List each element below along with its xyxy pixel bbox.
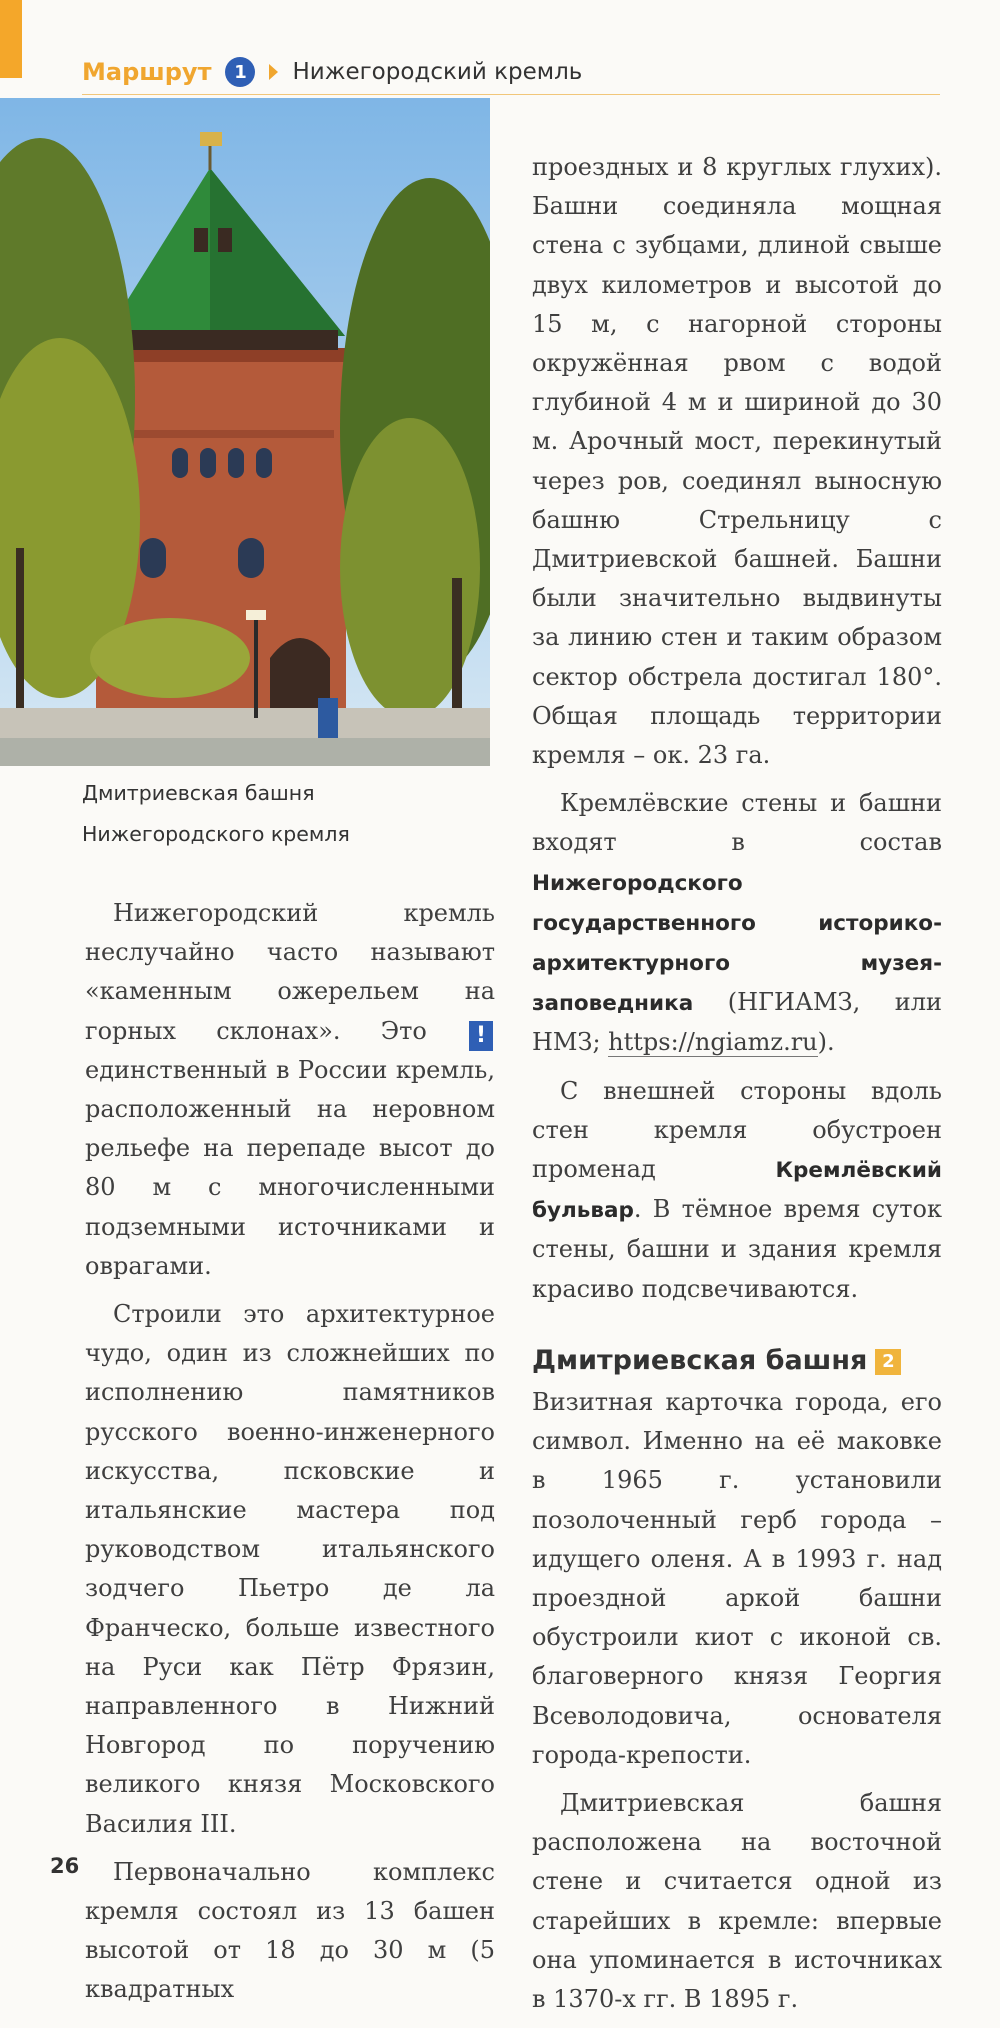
section-title: Дмитриевская башня: [532, 1344, 868, 1376]
right-text-column: [532, 148, 942, 2028]
paragraph-6: [532, 1072, 942, 1309]
header-divider: [82, 94, 940, 95]
paragraph-5: [532, 784, 942, 1062]
paragraph-6-text-a: С внешней стороны вдоль стен кремля обустроен променад: [532, 1076, 942, 1184]
route-label: Маршрут: [82, 58, 212, 86]
kremlin-tower-photo: [0, 98, 490, 766]
route-header: [82, 50, 940, 94]
paragraph-6-text-b: . В тёмное время суток стены, башни и здания кремля красиво подсвечиваются.: [532, 1195, 942, 1303]
paragraph-4: проездных и 8 круглых глухих). Башни соединяла мощная стена с зубцами, длиной свыше двух километров и высотой до 15 м, с нагорной стороны окружённая рвом с водой глубиной 4 м и шириной до 30 м. Арочный мост, перекинутый через ров, соединял выносную башню Стрельницу с Дмитриевской башней. Башни были значительно выдвинуты за линию стен и таким образом сектор обстрела достигал 180°. Общая площадь территории кремля – ок. 23 га.: [532, 153, 942, 770]
page-number: 26: [50, 1854, 80, 1878]
museum-url-link[interactable]: https://ngiamz.ru: [608, 1028, 818, 1057]
paragraph-8: Дмитриевская башня расположена на восточной стене и считается одной из старейших в кремле: впервые она упоминается в источниках в 1370-х гг. В 1895 г.: [532, 1788, 942, 2013]
section-heading: [532, 1341, 942, 1381]
paragraph-1: [85, 894, 495, 1286]
left-text-column: [85, 894, 495, 2019]
paragraph-5-text-a: Кремлёвские стены и башни входят в состав: [532, 789, 942, 857]
chapter-tab-marker: [0, 0, 22, 78]
chevron-right-icon: [269, 64, 278, 80]
boulevard-name: Кремлёвский бульвар: [532, 1158, 942, 1224]
section-number-badge: 2: [875, 1349, 901, 1375]
paragraph-1-text-a: Нижегородский кремль неслучайно часто называют «каменным ожерельем на горных склонах». Это: [85, 899, 495, 1045]
paragraph-5-text-c: ).: [817, 1028, 835, 1057]
header-title: Нижегородский кремль: [292, 59, 583, 85]
paragraph-1-text-b: единственный в России кремль, расположенный на неровном рельефе на перепаде высот до 80 м с многочисленными подземными источниками и оврагами.: [85, 1055, 495, 1280]
museum-name: Нижегородского государственного историко-архитектурного музея-заповедника: [532, 870, 942, 1017]
exclamation-icon: !: [469, 1021, 493, 1051]
paragraph-2: Строили это архитектурное чудо, один из сложнейших по исполнению памятников русского военно-инженерного искусства, псковские и итальянские мастера под руководством итальянского зодчего Пьетро де ла Франческо, больше известного на Руси как Пётр Фрязин, направленного в Нижний Новгород по поручению великого князя Московского Василия III.: [85, 1300, 495, 1838]
paragraph-3: Первоначально комплекс кремля состоял из 13 башен высотой от 18 до 30 м (5 квадратных: [85, 1857, 495, 2004]
photo-caption: Дмитриевская башня Нижегородского кремля: [82, 781, 350, 846]
paragraph-7: Визитная карточка города, его символ. Именно на её маковке в 1965 г. установили позолоченный герб города – идущего оленя. А в 1993 г. над проездной аркой башни обустроили киот с иконой св. благоверного князя Георгия Всеволодовича, основателя города-крепости.: [532, 1387, 942, 1769]
route-number-badge: 1: [225, 57, 255, 87]
paragraph-5-text-b: (НГИАМЗ, или НМЗ;: [532, 988, 942, 1057]
